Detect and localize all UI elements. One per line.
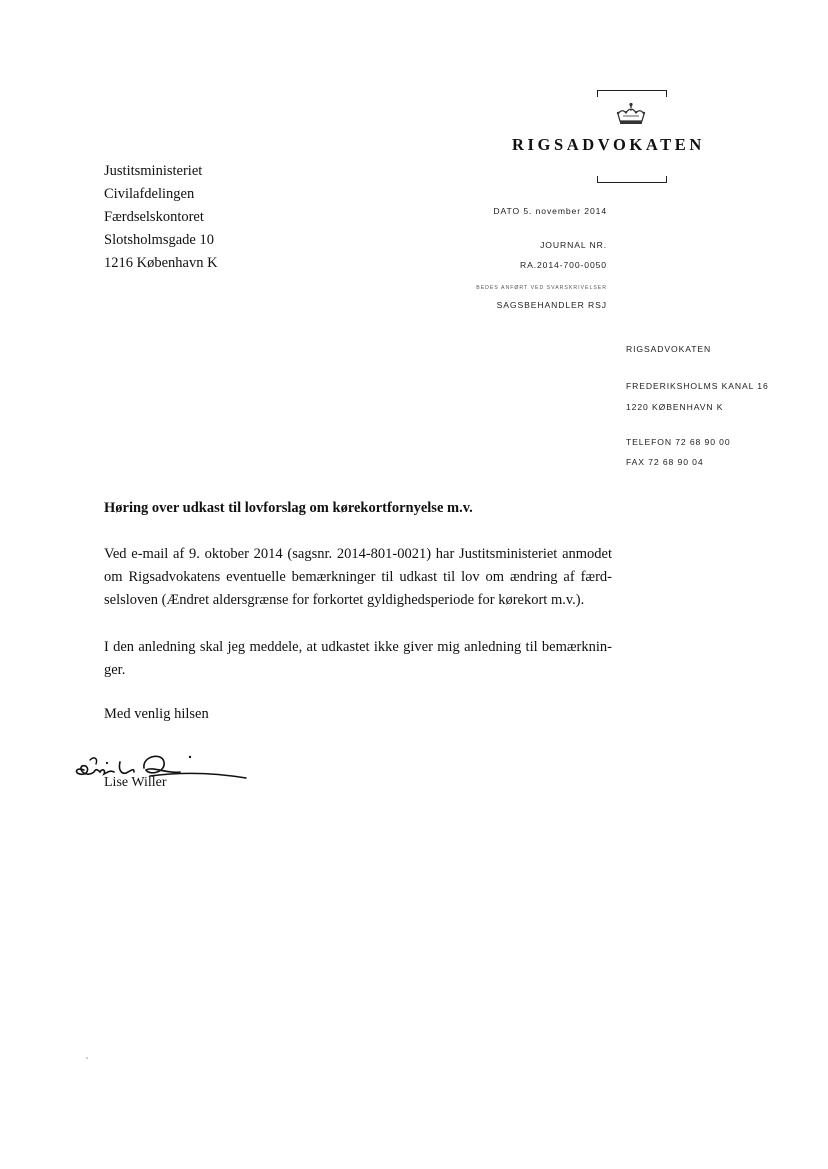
recipient-line: Slotsholmsgade 10 xyxy=(104,232,214,248)
body-paragraph-2 xyxy=(104,636,612,682)
reference-note: BEDES ANFØRT VED SVARSKRIVELSER xyxy=(476,285,607,291)
sender-phone: TELEFON 72 68 90 00 xyxy=(626,437,731,447)
paragraph-line: om Rigsadvokatens eventuelle bemærkninger til udkast til lov om ændring af færd- xyxy=(104,569,612,585)
sender-name: RIGSADVOKATEN xyxy=(626,344,712,354)
sender-street: FREDERIKSHOLMS KANAL 16 xyxy=(626,381,769,391)
letterhead-bracket-top xyxy=(597,90,667,97)
paragraph-line: I den anledning skal jeg meddele, at udkastet ikke giver mig anledning til bemærknin- xyxy=(104,639,612,655)
journal-number: RA.2014-700-0050 xyxy=(519,260,607,270)
signer-name: Lise Willer xyxy=(104,775,167,790)
paragraph-line: ger. xyxy=(104,662,126,678)
closing-greeting: Med venlig hilsen xyxy=(104,706,209,722)
letterhead-bracket-bottom xyxy=(597,176,667,183)
crown-icon xyxy=(614,102,648,128)
recipient-line: 1216 København K xyxy=(104,255,218,271)
letter-subject: Høring over udkast til lovforslag om kørekortfornyelse m.v. xyxy=(104,500,473,516)
organization-name: RIGSADVOKATEN xyxy=(512,135,705,154)
scan-speck xyxy=(86,1057,88,1059)
body-paragraph-1 xyxy=(104,543,612,612)
case-handler: SAGSBEHANDLER RSJ xyxy=(496,300,607,310)
sender-fax: FAX 72 68 90 04 xyxy=(626,457,704,467)
recipient-address xyxy=(104,160,218,275)
journal-label: JOURNAL NR. xyxy=(540,240,607,250)
paragraph-line: selsloven (Ændret aldersgrænse for forkortet gyldighedsperiode for kørekort m.v.). xyxy=(104,592,585,608)
recipient-line: Civilafdelingen xyxy=(104,186,195,202)
letter-date: DATO 5. november 2014 xyxy=(493,206,607,216)
recipient-line: Færdselskontoret xyxy=(104,209,204,225)
paragraph-line: Ved e-mail af 9. oktober 2014 (sagsnr. 2014-801-0021) har Justitsministeriet anmodet xyxy=(104,546,612,562)
recipient-line: Justitsministeriet xyxy=(104,163,203,179)
sender-city: 1220 KØBENHAVN K xyxy=(626,402,724,412)
